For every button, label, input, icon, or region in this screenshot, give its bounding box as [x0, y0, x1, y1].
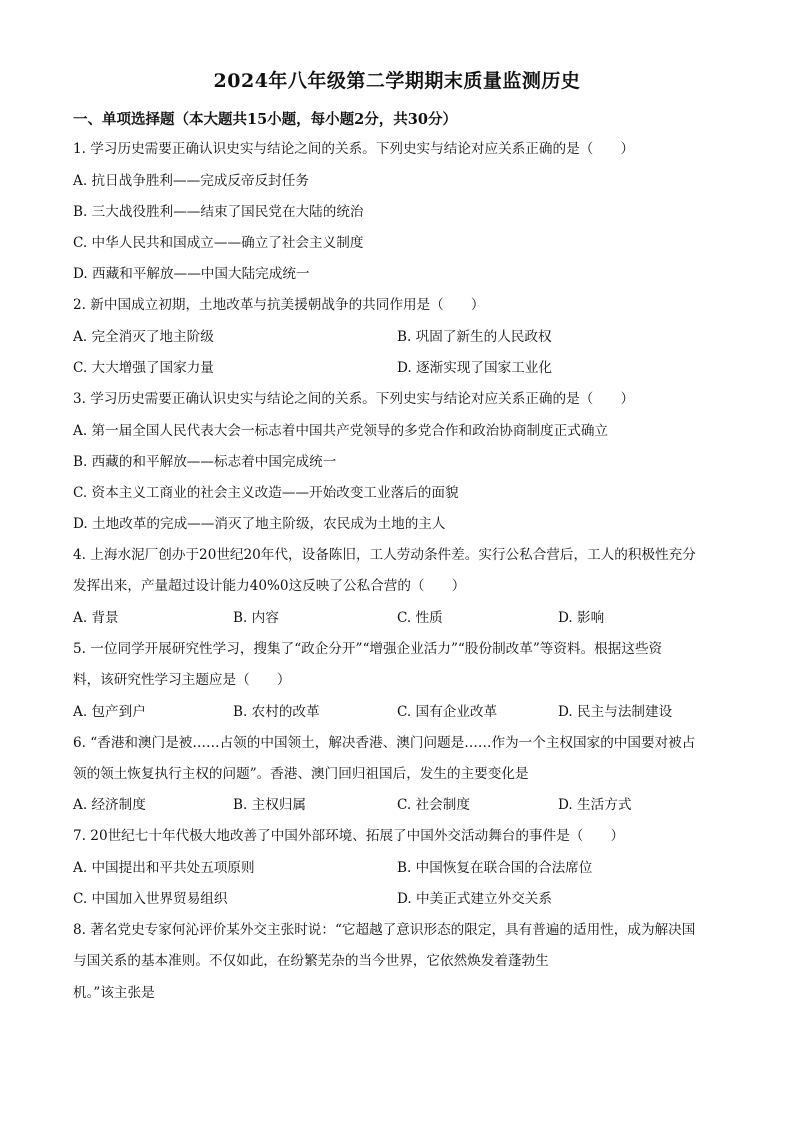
question-6-option-b[interactable]: B. 主权归属	[233, 797, 307, 813]
question-8-stem-line-3: 机。”该主张是	[73, 985, 155, 1001]
question-2-stem: 2. 新中国成立初期，土地改革与抗美援朝战争的共同作用是（ ）	[73, 297, 485, 313]
question-1-option-a[interactable]: A. 抗日战争胜利——完成反帝反封任务	[73, 173, 309, 189]
question-4-stem-line-1: 4. 上海水泥厂创办于20世纪20年代，设备陈旧，工人劳动条件差。实行公私合营后，工人的积极性充分	[73, 547, 696, 563]
question-8-stem-line-2: 与国关系的基本准则。不仅如此，在纷繁芜杂的当今世界，它依然焕发着蓬勃生	[73, 953, 549, 969]
question-1-option-d[interactable]: D. 西藏和平解放——中国大陆完成统一	[73, 266, 310, 282]
question-4-option-b[interactable]: B. 内容	[233, 610, 279, 626]
question-6-stem-line-1: 6. “香港和澳门是被……占领的中国领土，解决香港、澳门问题是……作为一个主权国家的中国要对被占	[73, 735, 696, 751]
section-heading: 一、单项选择题（本大题共15小题，每小题2分，共30分）	[73, 111, 457, 128]
question-4-stem-line-2: 发挥出来，产量超过设计能力40%0这反映了公私合营的（ ）	[73, 578, 466, 594]
question-3-option-d[interactable]: D. 土地改革的完成——消灭了地主阶级，农民成为土地的主人	[73, 516, 446, 532]
question-5-option-d[interactable]: D. 民主与法制建设	[558, 704, 673, 720]
question-5-option-c[interactable]: C. 国有企业改革	[397, 704, 498, 720]
question-5-stem-line-2: 料，该研究性学习主题应是（ ）	[73, 672, 291, 688]
question-3-option-b[interactable]: B. 西藏的和平解放——标志着中国完成统一	[73, 454, 337, 470]
question-1-stem: 1. 学习历史需要正确认识史实与结论之间的关系。下列史实与结论对应关系正确的是（ ）	[73, 141, 635, 157]
question-7-option-a[interactable]: A. 中国提出和平共处五项原则	[73, 860, 255, 876]
question-2-option-c[interactable]: C. 大大增强了国家力量	[73, 360, 214, 376]
question-4-option-c[interactable]: C. 性质	[397, 610, 443, 626]
question-6-option-d[interactable]: D. 生活方式	[558, 797, 632, 813]
question-2-option-b[interactable]: B. 巩固了新生的人民政权	[397, 329, 552, 345]
question-6-option-c[interactable]: C. 社会制度	[397, 797, 470, 813]
question-4-option-a[interactable]: A. 背景	[73, 610, 119, 626]
question-6-stem-line-2: 领的领土恢复执行主权的问题”。香港、澳门回归祖国后，发生的主要变化是	[73, 766, 529, 782]
question-7-option-d[interactable]: D. 中美正式建立外交关系	[397, 891, 552, 907]
question-5-stem-line-1: 5. 一位同学开展研究性学习，搜集了“政企分开”“增强企业活力”“股份制改革”等资料。根据这些资	[73, 641, 663, 657]
question-7-stem: 7. 20世纪七十年代极大地改善了中国外部环境、拓展了中国外交活动舞台的事件是（ ）	[73, 828, 625, 844]
question-2-option-a[interactable]: A. 完全消灭了地主阶级	[73, 329, 214, 345]
question-4-option-d[interactable]: D. 影响	[558, 610, 605, 626]
question-3-option-c[interactable]: C. 资本主义工商业的社会主义改造——开始改变工业落后的面貌	[73, 485, 459, 501]
question-3-stem: 3. 学习历史需要正确认识史实与结论之间的关系。下列史实与结论对应关系正确的是（ ）	[73, 391, 635, 407]
question-2-option-d[interactable]: D. 逐渐实现了国家工业化	[397, 360, 552, 376]
question-5-option-b[interactable]: B. 农村的改革	[233, 704, 320, 720]
page-title: 2024年八年级第二学期期末质量监测历史	[213, 70, 581, 92]
question-8-stem-line-1: 8. 著名党史专家何沁评价某外交主张时说：“它超越了意识形态的限定，具有普遍的适用性，成为解决国	[73, 922, 696, 938]
question-7-option-b[interactable]: B. 中国恢复在联合国的合法席位	[397, 860, 593, 876]
question-5-option-a[interactable]: A. 包产到户	[73, 704, 146, 720]
question-1-option-b[interactable]: B. 三大战役胜利——结束了国民党在大陆的统治	[73, 204, 364, 220]
question-1-option-c[interactable]: C. 中华人民共和国成立——确立了社会主义制度	[73, 235, 364, 251]
question-3-option-a[interactable]: A. 第一届全国人民代表大会一标志着中国共产党领导的多党合作和政治协商制度正式确立	[73, 423, 609, 439]
question-7-option-c[interactable]: C. 中国加入世界贸易组织	[73, 891, 228, 907]
question-6-option-a[interactable]: A. 经济制度	[73, 797, 146, 813]
